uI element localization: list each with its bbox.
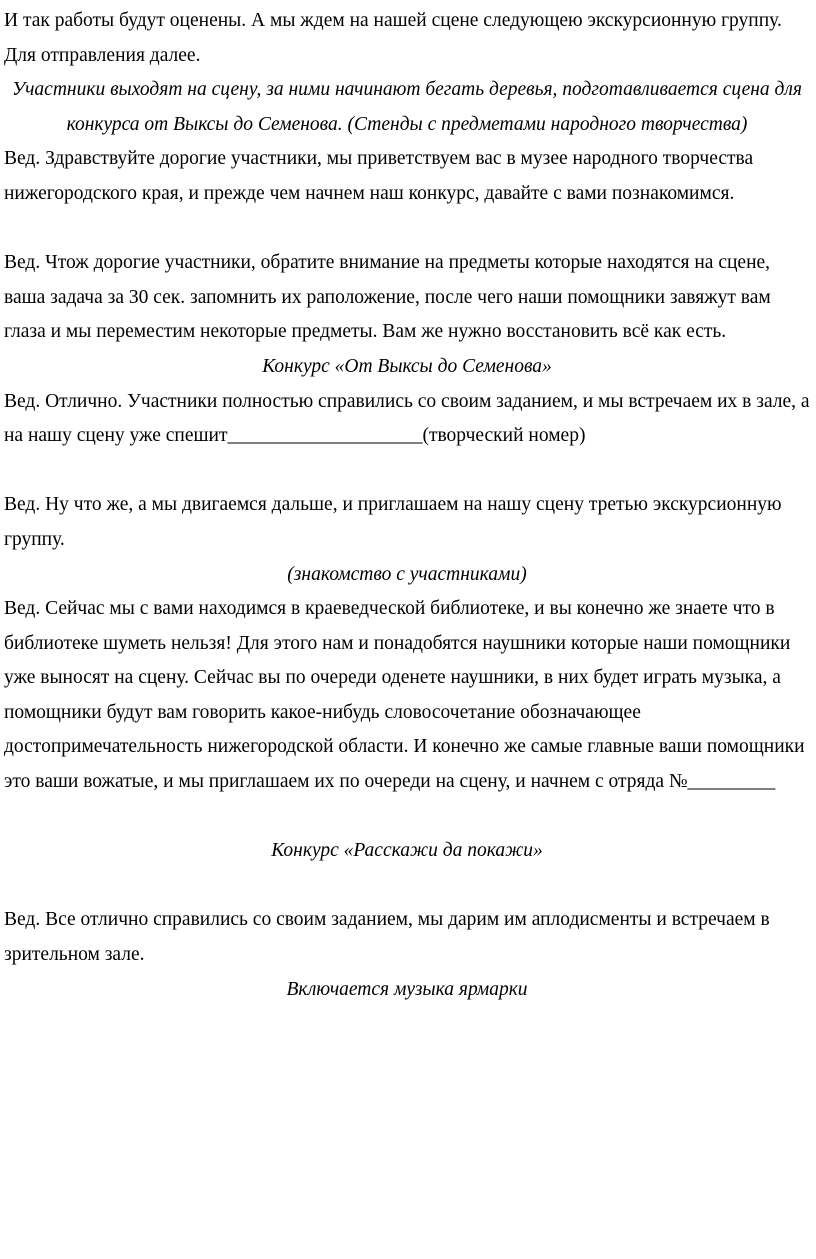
blank-line [4,212,810,247]
contest-title-tell-and-show: Конкурс «Расскажи да покажи» [271,840,543,862]
paragraph-creative-number: Вед. Отлично. Участники полностью справились со своим заданием, и мы встречаем их в зале, а на нашу сцену уже спешит____________________(творческий номер) [4,390,810,447]
blank-line [4,869,810,904]
paragraph-intro: И так работы будут оценены. А мы ждем на нашей сцене следующею экскурсионную группу. Для отправления далее. [4,10,782,66]
blank-line [4,800,810,835]
paragraph-task-instructions: Вед. Чтож дорогие участники, обратите внимание на предметы которые находятся на сцене, ваша задача за 30 сек. запомнить их раположение, после чего наши помощники завяжут вам глаза и мы переместим некоторые предметы. Вам же нужно восстановить всё как есть. [4,252,771,343]
document-page [4,4,810,1007]
contest-title-vyksa-semenov: Конкурс «От Выксы до Семенова» [262,355,552,377]
paragraph-applause: Вед. Все отлично справились со своим заданием, мы дарим им аплодисменты и встречаем в зрительном зале. [4,909,770,966]
stage-direction-scene-setup: Участники выходят на сцену, за ними начинают бегать деревья, подготавливается сцена для конкурса от Выксы до Семенова. (Стенды с предметами народного творчества) [12,79,802,135]
paragraph-library-headphones: Вед. Сейчас мы с вами находимся в краеведческой библиотеке, и вы конечно же знаете что в библиотеке шуметь нельзя! Для этого нам и понадобятся наушники которые наши помощники уже выносят на сцену. Сейчас вы по очереди оденете наушники, в них будет играть музыка, а помощники будут вам говорить какое-нибудь словосочетание обозначающее достопримечательность нижегородской области. И конечно же самые главные ваши помощники это ваши вожатые, и мы приглашаем их по очереди на сцену, и начнем с отряда №_________ [4,598,805,793]
paragraph-third-group: Вед. Ну что же, а мы двигаемся дальше, и приглашаем на нашу сцену третью экскурсионную группу. [4,494,782,550]
stage-direction-introductions: (знакомство с участниками) [287,563,527,585]
blank-line [4,454,810,489]
paragraph-greeting: Вед. Здравствуйте дорогие участники, мы приветствуем вас в музее народного творчества нижегородского края, и прежде чем начнем наш конкурс, давайте с вами познакомимся. [4,148,754,204]
stage-direction-fair-music: Включается музыка ярмарки [286,978,528,1000]
